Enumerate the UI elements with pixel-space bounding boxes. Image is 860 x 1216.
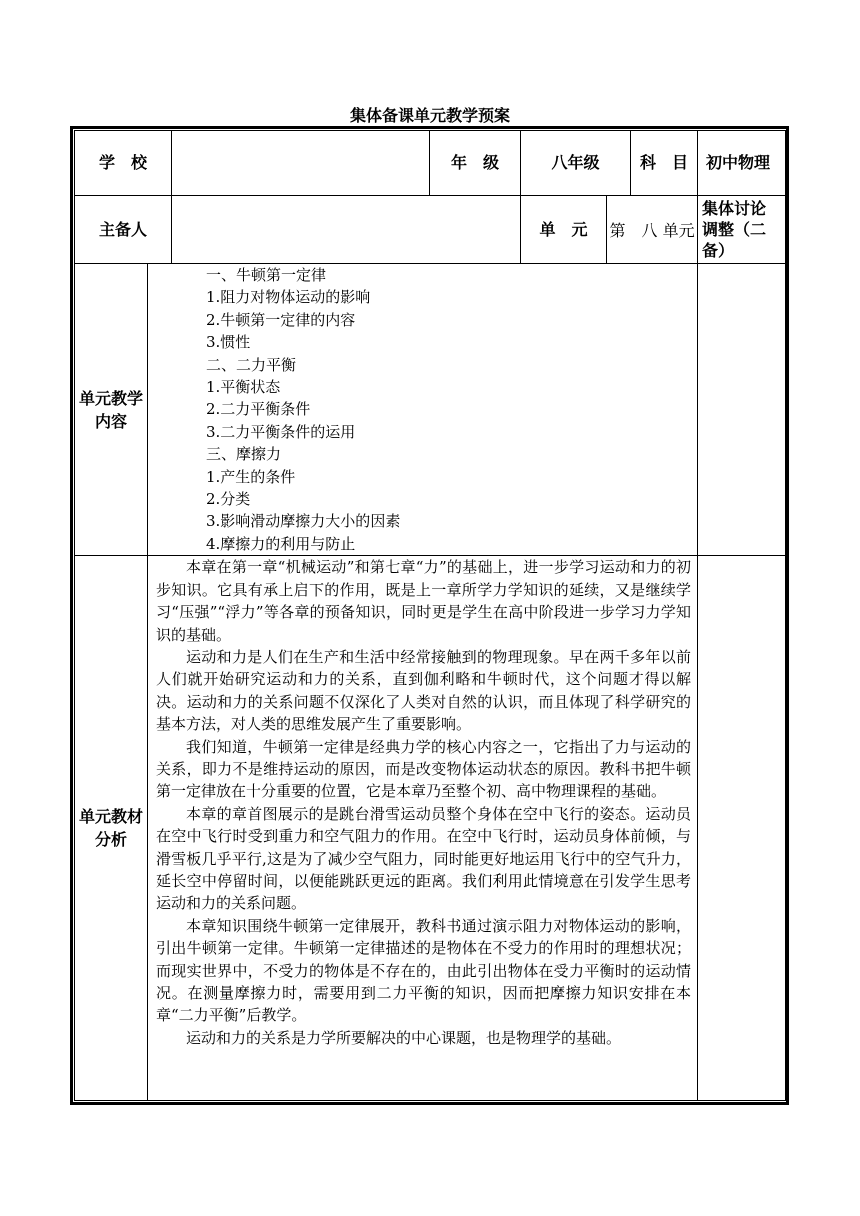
content-list bbox=[148, 264, 698, 556]
list-item: 1.平衡状态 bbox=[206, 378, 281, 397]
list-item: 1.产生的条件 bbox=[206, 467, 296, 486]
analysis-paragraph: 运动和力是人们在生产和生活中经常接触到的物理现象。早在两千多年以前人们就开始研究运动和力的关系，直到伽利略和牛顿时代，这个问题才得以解决。运动和力的关系问题不仅深化了人类对自然的认识，而且体现了科学研究的基本方法，对人类的思维发展产生了重要影响。 bbox=[156, 647, 692, 734]
header-row-1 bbox=[75, 131, 786, 196]
analysis-paragraph: 本章在第一章“机械运动”和第七章“力”的基础上，进一步学习运动和力的初步知识。它具有承上启下的作用，既是上一章所学力学知识的延续，又是继续学习“压强”“浮力”等各章的预备知识，同时更是学生在高中阶段进一步学习力学知识的基础。 bbox=[156, 558, 692, 644]
unit-value: 第 八 单元 bbox=[607, 196, 698, 264]
list-item: 3.二力平衡条件的运用 bbox=[206, 422, 356, 441]
list-item: 4.摩擦力的利用与防止 bbox=[206, 534, 356, 553]
list-item: 2.二力平衡条件 bbox=[206, 400, 311, 419]
analysis-paragraph: 本章的章首图展示的是跳台滑雪运动员整个身体在空中飞行的姿态。运动员在空中飞行时受到重力和空气阻力的作用。在空中飞行时，运动员身体前倾，与滑雪板几乎平行,这是为了减少空气阻力，同时能更好地运用飞行中的空气升力，延长空中停留时间，以便能跳跃更远的距离。我们利用此情境意在引发学生思考运动和力的关系问题。 bbox=[156, 804, 692, 913]
school-value bbox=[172, 131, 430, 196]
discussion-adjustment-label: 集体讨论调整（二备） bbox=[698, 196, 786, 264]
content-discussion-cell bbox=[698, 264, 786, 556]
grade-label: 年 级 bbox=[430, 131, 521, 196]
analysis-text bbox=[148, 556, 698, 1101]
content-row bbox=[75, 264, 786, 556]
list-item: 3.惯性 bbox=[206, 333, 251, 352]
list-item: 二、二力平衡 bbox=[206, 355, 297, 374]
list-item: 一、牛顿第一定律 bbox=[206, 266, 327, 284]
subject-label: 科 目 bbox=[631, 131, 698, 196]
subject-value: 初中物理 bbox=[698, 131, 786, 196]
analysis-discussion-cell bbox=[698, 556, 786, 1101]
document-title: 集体备课单元教学预案 bbox=[349, 106, 510, 125]
list-item: 1.阻力对物体运动的影响 bbox=[206, 288, 371, 307]
list-item: 3.影响滑动摩擦力大小的因素 bbox=[206, 512, 401, 531]
list-item: 三、摩擦力 bbox=[206, 445, 282, 464]
content-label: 单元教学内容 bbox=[75, 264, 148, 556]
analysis-paragraph: 本章知识围绕牛顿第一定律展开，教科书通过演示阻力对物体运动的影响，引出牛顿第一定律。牛顿第一定律描述的是物体在不受力的作用时的理想状况；而现实世界中，不受力的物体是不存在的，由此引出物体在受力平衡时的运动情况。在测量摩擦力时，需要用到二力平衡的知识，因而把摩擦力知识安排在本章“二力平衡”后教学。 bbox=[156, 916, 692, 1025]
unit-label: 单 元 bbox=[521, 196, 607, 264]
analysis-paragraph: 运动和力的关系是力学所要解决的中心课题，也是物理学的基础。 bbox=[186, 1028, 622, 1047]
lesson-plan-table bbox=[74, 130, 786, 1101]
grade-value: 八年级 bbox=[521, 131, 631, 196]
analysis-row bbox=[75, 556, 786, 1101]
lead-value bbox=[172, 196, 521, 264]
analysis-label: 单元教材分析 bbox=[75, 556, 148, 1101]
header-row-2 bbox=[75, 196, 786, 264]
lead-label: 主备人 bbox=[75, 196, 172, 264]
school-label: 学 校 bbox=[75, 131, 172, 196]
list-item: 2.分类 bbox=[206, 490, 251, 509]
list-item: 2.牛顿第一定律的内容 bbox=[206, 310, 356, 329]
analysis-paragraph: 我们知道，牛顿第一定律是经典力学的核心内容之一，它指出了力与运动的关系，即力不是维持运动的原因，而是改变物体运动状态的原因。教科书把牛顿第一定律放在十分重要的位置，它是本章乃至整个初、高中物理课程的基础。 bbox=[156, 737, 692, 801]
